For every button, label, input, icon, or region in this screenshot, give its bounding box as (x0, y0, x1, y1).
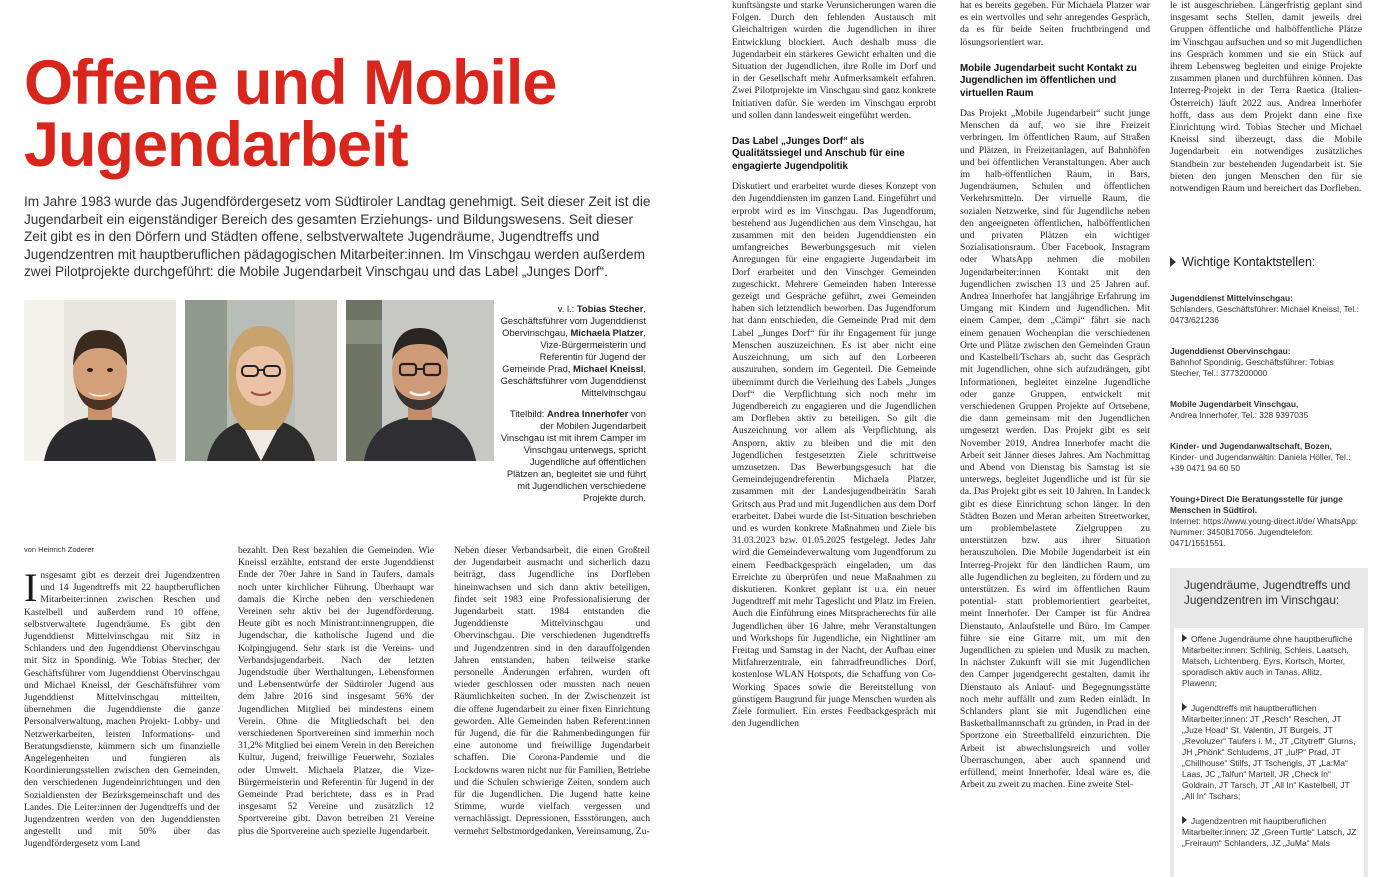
contact-name: Mobile Jugendarbeit Vinschgau, (1170, 399, 1299, 409)
photo-michael-kneissl (346, 300, 494, 461)
right-page (712, 0, 1380, 877)
caption-role-2: , Vize-Bürgermeisterin und Referentin für Jugend der Gemeinde Prad, (502, 327, 646, 374)
headline-line-1: Offene und Mobile (24, 48, 557, 118)
contact-item (1170, 293, 1362, 326)
left-page (0, 0, 668, 877)
photo-michaela-platzer (185, 300, 337, 461)
caption-title-name: Andrea Innerhofer (547, 408, 629, 419)
bullet-arrow-icon (1182, 634, 1187, 642)
contact-detail: Bahnhof Spondinig, Geschäftsführer: Tobias Stecher, Tel.: 3773200000 (1170, 357, 1334, 378)
dropcap: I (24, 570, 38, 610)
bullet-arrow-icon (1182, 703, 1187, 711)
arrow-right-icon (1170, 257, 1176, 267)
caption-prefix: v. l.: (557, 303, 577, 314)
contact-name: Kinder- und Jugendanwaltschaft, Bozen, (1170, 441, 1332, 451)
contact-detail: Andrea Innerhofer, Tel.: 328 9397035 (1170, 410, 1309, 420)
article-headline (24, 48, 664, 180)
caption-title-text: von der Mobilen Jugendarbeit Vinschgau ist mit ihrem Camper im Vinschgau unterwegs, spricht Jugendliche auf öffentlichen Plätzen an, begleitet sie und führt mit Jugendlichen verschiedene Projekte durch. (500, 408, 646, 503)
photo-tobias-stecher (24, 300, 176, 461)
right-column-2-body: Das Projekt „Mobile Jugendarbeit“ sucht junge Menschen da auf, wo sie ihre Freizeit verbringen. Im öffentlichen Raum, auf Straßen und Plätzen, in Freizeitanlagen, auf Bahnhöfen und bei öffentlichen Veranstaltungen. Aber auch im halb-öffentlichen Raum, in Bars, Jugendräumen, Schulen und öffentlichen Verkehrsmitteln. Der virtuelle Raum, die sozialen Netzwerke, sind für Jugendliche neben den angeeigneten öffentlichen, halböffentlichen und privaten Plätzen ein wichtiger Sozialisationsraum. Über Facebook, Instagram oder WhatsApp nehmen die mobilen Jugendarbeiter:innen Kontakt mit den Jugendlichen zwischen 13 und 25 Jahren auf. Andrea Innerhofer hat langjährige Erfahrung im Umgang mit Kindern und Jugendlichen. Mit einem Camper, dem „Cämpi“ fährt sie nach einem genauen Wochenplan die verschiedenen Orte und Plätze zwischen den Gemeinden Graun und Kastelbell/Tschars ab, sucht das Gespräch mit Jugendlichen, ohne sich aufzudrängen, gibt Informationen, begleitet einzelne Jugendliche oder ganze Gruppen, entwickelt mit verschiedenen Gruppen Projekte auf Ortsebene, die dann gemeinsam mit den Jugendlichen umgesetzt werden. Das Projekt gibt es seit November 2019, Andrea Innerhofer macht die Arbeit seit Jänner dieses Jahres. Am Nachmittag und Abend von Dienstag bis Samstag ist sie unterwegs, begleitet Jugendliche und ist für sie da. Das Projekt gibt es seit 10 Jahren. In Landeck gibt es diese Einrichtung schon länger. In den Städten Bozen und Meran arbeiten Streetworker, um problembelastete Zielgruppen zu unterstützen bzw. aus ihrer Situation herauszuholen. Die Mobile Jugendarbeit ist ein Interreg-Projekt für den ländlichen Raum, um alle Jugendlichen zu begleiten, zu fördern und zu unterstützen. Es wird im öffentlichen Raum potential- statt problemorientiert gearbeitet, meint Innerhofer. Der Camper ist für Andrea Dienstauto, Anlaufstelle und Büro. Im Camper führe sie eine Gitarre mit, um mit den Jugendlichen zu spielen und Musik zu machen. In nächster Zukunft will sie mit Jugendlichen den Camper jugendgerecht gestalten, damit ihr Dienstauto als Anlauf- und Begegnungsstätte noch mehr auffällt und zum Reden einlädt. In Schlanders plant sie mit Jugendlichen eine Basketballmannschaft zu gründen, in Prad in der Sportzone ein Streetballfeld einzurichten. Die Arbeit ist abwechslungsreich und voller Überraschungen, aber auch spannend und erfüllend, meint Innerhofer. Ideal wäre es, die Arbeit zu zweit zu machen. Eine zweite Stel- (960, 108, 1150, 791)
facility-text: Offene Jugendräume ohne hauptberufliche Mitarbeiter:innen: Schlinig, Schleis, Laatsch, Matsch, Lichtenberg, Eyrs, Kortsch, Morter, sporadisch aktiv auch in Tanas, Allitz, Plawenn; (1182, 634, 1353, 688)
right-column-3 (1170, 0, 1362, 240)
facility-item (1182, 816, 1358, 849)
caption-paragraph-1 (500, 303, 646, 399)
right-column-1-body: Diskutiert und erarbeitet wurde dieses Konzept von den Jugenddiensten im ganzen Land. Eingeführt und erprobt wird es im Vinschgau. Das Jugendforum, bestehend aus Jugendlichen aus dem Vinschgau, hat zusammen mit den beiden Jugenddiensten ein umfangreiches Bewerbungsgesuch mit vielen Anregungen für eine engagierte Jugendarbeit im Dorf erarbeitet und den Vinschger Gemeinden zugeschickt. Mehrere Gemeinden haben Interesse gezeigt und Gespräche geführt, zwei Gemeinden haben sich letztendlich beworben. Das Jugendforum hat dann entschieden, die Gemeinde Prad mit dem Label „Junges Dorf“ für ihr Engagement für junge Menschen auszuzeichnen. Es ist aber nicht eine Auszeichnung, um sich auf den Lorbeeren auszuruhen, sondern im Gegenteil. Die Gemeinde übernimmt durch die Verleihung des Labels „Junges Dorf“ die Verpflichtung sich noch mehr im Jugendbereich zu engagieren und die Jugendlichen am Dorfleben aktiv zu beteiligen. So gilt die Auszeichnung vor allem als Verpflichtung, als Ansporn, aktiv zu bleiben und die mit den Jugendlichen festgesetzten Ziele schrittweise umzusetzen. Das Bewerbungsgesuch hat die Gemeindejugendreferentin Michaela Platzer, zusammen mit der Landesjugendbeirätin Sarah Gritsch aus Prad und mit Jugendlichen aus dem Dorf erarbeitet. Dabei wurde die Ist-Situation beschrieben und es wurden konkrete Maßnahmen und Ziele bis 31.03.2023 bzw. 01.05.2025 festgelegt. Jedes Jahr wird die Gemeindeverwaltung vom Jugendforum zu einem Feedbackgespräch eingeladen, um das Erreichte zu überprüfen und neue Maßnahmen zu diskutieren. Konkret geplant ist u.a. ein neuer Jugendtreff mit mehr Tageslicht und Platz im Freien. Auch die Einführung eines Mitspracherechts für alle Jugendlichen über 16 Jahre, mehr Veranstaltungen und Workshops für Jugendliche, ein Nightliner am Freitag und Samstag in der Nacht, der Aufbau einer Mitfahrerzentrale, ein fahrradfreundliches Dorf, kostenlose WLAN Hotspots, die Schaffung von Co-Working Spaces sowie die Bereitstellung von günstigem Baugrund für junge Menschen wurden als Ziele formuliert. Ein erstes Feedbackgespräch mit den Jugendlichen (732, 181, 936, 730)
right-column-1-top: kunftsängste und starke Verunsicherungen waren die Folgen. Durch den fehlenden Austausch mit Gleichaltrigen wurden die Jugendlichen in ihrer Entwicklung blockiert. Auch deshalb muss die Jugendarbeit ein stärkeres Gewicht erhalten und die Situation der Jugendlichen, ihre Rolle im Dorf und in der Gesellschaft mehr Aufmerksamkeit erfahren. Zwei Pilotprojekte im Vinschgau sind ganz konkrete Initiativen dafür. Sie werden im Vinschgau erprobt und sollen dann landesweit eingeführt werden. (732, 0, 936, 121)
contact-item (1170, 346, 1362, 379)
youth-facilities-box (1170, 568, 1368, 877)
contact-item (1170, 441, 1362, 474)
contacts-title (1170, 255, 1362, 269)
contacts-title-text: Wichtige Kontaktstellen: (1182, 255, 1316, 269)
contacts-sidebar (1170, 255, 1362, 548)
subhead-junges-dorf: Das Label „Junges Dorf“ als Qualitätssiegel und Anschub für eine engagierte Jugendpolitik (732, 136, 905, 172)
page-gutter (668, 0, 712, 877)
contact-detail: Internet: https://www.young-direct.it/de/ WhatsApp: Nummer: 3450817056. Jugendtelefon: 0471/1551551. (1170, 516, 1359, 548)
youth-facilities-list (1174, 628, 1364, 877)
caption-name-2: Michaela Platzer (570, 327, 644, 338)
subhead-mobile-jugendarbeit: Mobile Jugendarbeit sucht Kontakt zu Jugendlichen im öffentlichen und virtuellen Raum (960, 62, 1137, 99)
body-column-1 (24, 570, 220, 877)
column-3-text: Neben dieser Verbandsarbeit, die einen Großteil der Jugendarbeit ausmacht und sicherlich dazu beiträgt, dass Jugendliche ins Dorfleben hineinwachsen und sich dann aktiv beteiligen, findet seit 1983 eine Professionalisierung der Jugendarbeit statt. 1984 entstanden die Jugenddienste Mittelvinschgau und Obervinschgau. Die verschiedenen Jugendtreffs und Jugendzentren sind in den darauffolgenden Jahren entstanden, haben teilweise starke personelle Änderungen erfahren, wurden oft wieder geschlossen oder mussten nach neuen Räumlichkeiten suchen. In der Zwischenzeit ist die offene Jugendarbeit zu einer fixen Einrichtung geworden. Alle Gemeinden haben Referent:innen für Jugend, die für die Rahmenbedingungen für eine autonome und freiwillige Jugendarbeit schaffen. Die Corona-Pandemie und die Lockdowns waren nicht nur für Familien, Betriebe und die Schulen schwierige Zeiten, sondern auch für die Jugendlichen. Die Jugend hatte keine Stimme, wurde vielfach vergessen und vernachlässigt. Depressionen, Essstörungen, auch vermehrt Selbstmordgedanken, Vereinsamung, Zu- (454, 545, 650, 837)
facility-text: Jugendzentren mit hauptberuflichen Mitarbeiter:innen: JZ „Green Turtle“ Latsch, JZ „Freiraum“ Schlanders, JZ „JuMa“ Mals (1182, 816, 1357, 848)
right-column-1 (732, 0, 936, 877)
column-2-text: bezahlt. Den Rest bezahlen die Gemeinden. Wie Kneissl erzählte, entstand der erste Jugenddienst Ende der 70er Jahre in Sand in Taufers, damals noch unter kirchlicher Führung. Überhaupt war damals die Kirche neben den verschiedenen Vereinen sehr aktiv bei der Jugendförderung. Heute gibt es noch Ministrant:innengruppen, die Jugendschar, die katholische Jugend und die Kolpingjugend. Sehr stark ist die Vereins- und Verbandsjugendarbeit. Nach der letzten Jugendstudie über Werthaltungen, Lebensformen und Lebensentwürfe der Südtiroler Jugend aus dem Jahre 2016 sind insgesamt 56% der Jugendlichen Mitglied bei mindestens einem Verein. Ohne die Mitgliedschaft bei den verschiedenen Sportvereinen sind immerhin noch 31,2% Mitglied bei einem Verein in den Bereichen Kultur, Jugend, freiwillige Feuerwehr, Soziales oder Umwelt. Michaela Platzer, die Vize-Bürgermeisterin und Referentin für Jugend in der Gemeinde Prad berichtete, dass es in Prad insgesamt 52 Vereine und zusätzlich 12 Sportvereine gibt. Davon betreiben 21 Vereine plus die Sportvereine auch spezielle Jugendarbeit. (238, 545, 434, 837)
contact-name: Jugenddienst Obervinschgau: (1170, 346, 1291, 356)
contacts-list (1170, 293, 1362, 563)
contact-name: Young+Direct Die Beratungsstelle für junge Menschen in Südtirol. (1170, 494, 1343, 515)
contact-item (1170, 399, 1362, 421)
caption-name-3: Michael Kneissl (573, 363, 644, 374)
body-column-2 (238, 545, 434, 877)
contact-item (1170, 494, 1362, 549)
caption-name-1: Tobias Stecher (576, 303, 644, 314)
caption-role-3: , Geschäftsführer vom Jugenddienst Mittelvinschgau (500, 363, 646, 398)
right-column-3-top: le ist ausgeschrieben. Längerfristig geplant sind insgesamt sechs Stellen, damit jeweils drei Gruppen öffentliche und halböffentliche Plätze im Vinschgau aufsuchen und so mit Jugendlichen ins Gespräch kommen und sie ein Stück auf ihrem Lebensweg begleiten und einige Projekte zusammen planen und durchführen können. Das Interreg-Projekt in der Terra Raetica (Italien-Österreich) läuft 2022 aus. Andrea Innerhofer hofft, dass aus dem Projekt dann eine fixe Einrichtung wird. Tobias Stecher und Michael Kneissl sind überzeugt, dass die Mobile Jugendarbeit ein notwendiges zusätzliches Standbein zur bestehenden Jugendarbeit ist. Sie bieten den jungen Menschen den für sie notwendigen Raum und bereichert das Dorfleben. (1170, 0, 1362, 195)
facility-text: Jugendtreffs mit hauptberuflichen Mitarbeiter:innen: JT „Resch“ Reschen, JT „Juze Hoad“ St. Valentin, JT Burgeis, JT „Revoluzer“ Taufers i. M., JT „Citytreff“ Glurns, JH „Phönk“ Schludems, JT „Iu!P“ Prad, JT „Chillhouse“ Stilfs, JT Tschengls, JT „La:Ma“ Laas, JC „Talfun“ Martell, JR „Check In“ Goldrain, JT Tarsch, JT „All In“ Kastelbell, JT „All In“ Tschars; (1182, 703, 1356, 801)
right-column-2-top: hat es bereits gegeben. Für Michaela Platzer war es ein wertvolles und sehr anregendes Gespräch, da es für beide Seiten fruchtbringend und lösungsorientiert war. (960, 0, 1150, 48)
caption-title-prefix: Titelbild: (509, 408, 547, 419)
byline: von Heinrich Zoderer (24, 545, 95, 554)
caption-role-1: , Geschäftsführer vom Jugenddienst Obervinschgau, (500, 303, 646, 338)
facility-item (1182, 703, 1358, 802)
photo-caption (500, 303, 646, 513)
bullet-arrow-icon (1182, 816, 1187, 824)
article-lead: Im Jahre 1983 wurde das Jugendfördergesetz vom Südtiroler Landtag genehmigt. Seit dieser Zeit ist die Jugendarbeit ein eigenständiger Bereich des gesamten Erziehungs- und Bildungswesens. Seit dieser Zeit gibt es in den Dörfern und Städten offene, selbstverwaltete Jugendräume, Jugendtreffs und Jugendzentren mit hauptberuflichen pädagogischen Mitarbeiter:innen. Im Vinschgau werden außerdem zwei Pilotprojekte durchgeführt: die Mobile Jugendarbeit Vinschgau und das Label „Junges Dorf“. (24, 194, 651, 280)
column-1-text: nsgesamt gibt es derzeit drei Jugendzentren und 14 Jugendtreffs mit 22 hauptberuflichen Mitarbeiter:innen zwischen Reschen und Kastelbell und außerdem rund 10 offene, selbstverwaltete Jugendräume. Es gibt den Jugenddienst Mittelvinschgau mit Sitz in Schlanders und den Jugenddienst Obervinschgau mit Sitz in Spondinig. Wie Tobias Stecher, der Geschäftsführer vom Jugenddienst Obervinschgau und Michael Kneissl, der Geschäftsführer vom Jugenddienst Mittelvinschgau mitteilten, übernehmen die Jugenddienste die ganze Personalverwaltung, machen Projekt- Lobby- und Netzwerkarbeiten, leisten Informations- und Beratungsdienste, kümmern sich um finanzielle Angelegenheiten und fungieren als Koordinierungsstellen zwischen den Gemeinden, den verschiedenen Jugendeinrichtungen und den Sozialdiensten der Bezirksgemeinschaft und des Landes. Die Leiter:innen der Jugendtreffs und der Jugendzentren werden von den Jugenddiensten angestellt und mit 50% über das Jugendfördergesetz vom Land (24, 570, 220, 850)
facility-item (1182, 634, 1358, 689)
contact-name: Jugenddienst Mittelvinschgau: (1170, 293, 1293, 303)
contact-detail: Kinder- und Jugendanwältin: Daniela Höller, Tel.: +39 0471 94 60 50 (1170, 452, 1351, 473)
headline-line-2: Jugendarbeit (24, 110, 408, 180)
body-column-3 (454, 545, 650, 877)
portrait-photos (24, 300, 494, 461)
youth-facilities-title: Jugendräume, Jugendtreffs und Jugendzentren im Vinschgau: (1184, 578, 1351, 607)
caption-paragraph-2 (500, 408, 646, 504)
right-column-2 (960, 0, 1150, 877)
contact-detail: Schlanders, Geschäftsführer: Michael Kneissl, Tel.: 0473/621236 (1170, 304, 1359, 325)
